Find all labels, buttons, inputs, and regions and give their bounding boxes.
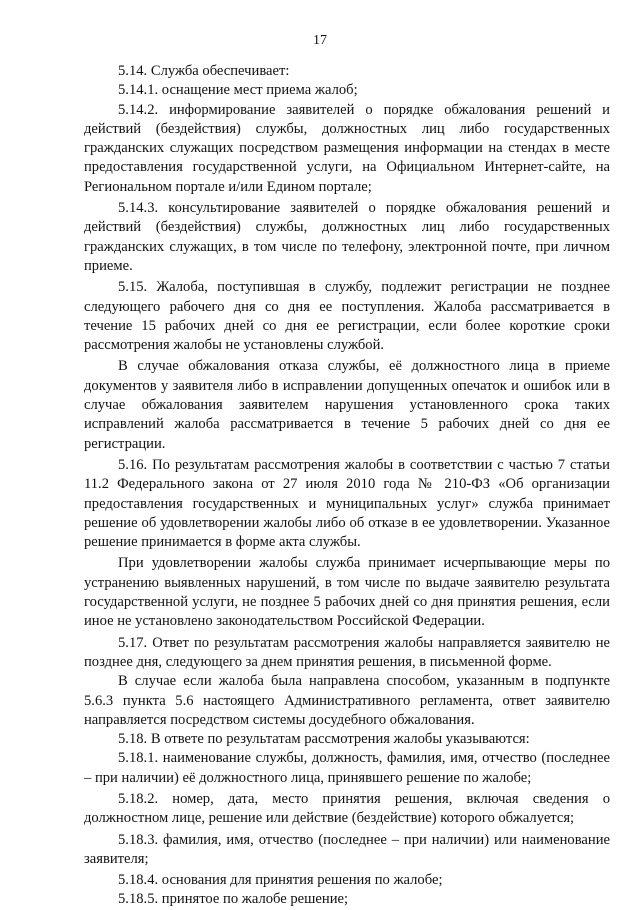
paragraph-5-14-1: 5.14.1. оснащение мест приема жалоб; xyxy=(118,82,358,99)
document-body xyxy=(84,62,610,910)
paragraph-5-16: 5.16. По результатам рассмотрения жалобы в соответствии с частью 7 статьи 11.2 Федерального закона от 27 июля 2010 года № 210-ФЗ «Об организации предоставления государственных и муниципальных услуг» служба принимает решение об удовлетворении жалобы либо об отказе в ее удовлетворении. Указанное решение принимается в форме акта службы. xyxy=(84,456,610,551)
paragraph-5-16-satisfaction: При удовлетворении жалобы служба принимает исчерпывающие меры по устранению выявленных нарушений, в том числе по выдаче заявителю результата государственной услуги, не позднее 5 рабочих дней со дня принятия решения, если иное не установлено законодательством Российской Федерации. xyxy=(84,555,610,630)
paragraph-5-18-1: 5.18.1. наименование службы, должность, фамилия, имя, отчество (последнее – при наличии) её должностного лица, принявшего решение по жалобе; xyxy=(84,750,610,786)
paragraph-5-14: 5.14. Служба обеспечивает: xyxy=(118,63,290,79)
page-number: 17 xyxy=(313,33,327,48)
paragraph-5-18-4: 5.18.4. основания для принятия решения по жалобе; xyxy=(118,872,443,889)
paragraph-5-14-2: 5.14.2. информирование заявителей о порядке обжалования решений и действий (бездействия) службы, должностных лиц либо государственных гражданских служащих посредством размещения информации на стендах в месте предоставления государственной услуги, на Официальном Интернет-сайте, на Региональном портале и/или Едином портале; xyxy=(84,101,610,195)
paragraph-5-18: 5.18. В ответе по результатам рассмотрения жалобы указываются: xyxy=(118,731,530,748)
paragraph-5-18-5: 5.18.5. принятое по жалобе решение; xyxy=(118,891,349,908)
paragraph-5-14-3: 5.14.3. консультирование заявителей о порядке обжалования решений и действий (бездействия) службы, должностных лиц либо государственных гражданских служащих, в том числе по телефону, электронной почте, при личном приеме. xyxy=(84,200,610,274)
paragraph-5-17: 5.17. Ответ по результатам рассмотрения жалобы направляется заявителю не позднее дня, следующего за днем принятия решения, в письменной форме. xyxy=(84,634,610,670)
paragraph-5-18-3: 5.18.3. фамилия, имя, отчество (последнее – при наличии) или наименование заявителя; xyxy=(84,831,610,867)
paragraph-5-15: 5.15. Жалоба, поступившая в службу, подлежит регистрации не позднее следующего рабочего дня со дня ее поступления. Жалоба рассматривается в течение 15 рабочих дней со дня ее регистрации, если более короткие сроки рассмотрения жалобы не установлены службой. xyxy=(84,279,610,354)
paragraph-5-15-refusal: В случае обжалования отказа службы, её должностного лица в приеме документов у заявителя либо в исправлении допущенных опечаток и ошибок или в случае обжалования заявителем нарушения установленного срока таких исправлений жалоба рассматривается в течение 5 рабочих дней со дня ее регистрации. xyxy=(84,358,610,452)
paragraph-5-17-method: В случае если жалоба была направлена способом, указанным в подпункте 5.6.3 пункта 5.6 настоящего Административного регламента, ответ заявителю направляется посредством системы досудебного обжалования. xyxy=(84,673,610,728)
paragraph-5-18-2: 5.18.2. номер, дата, место принятия решения, включая сведения о должностном лице, решение или действие (бездействие) которого обжалуется; xyxy=(84,790,610,827)
